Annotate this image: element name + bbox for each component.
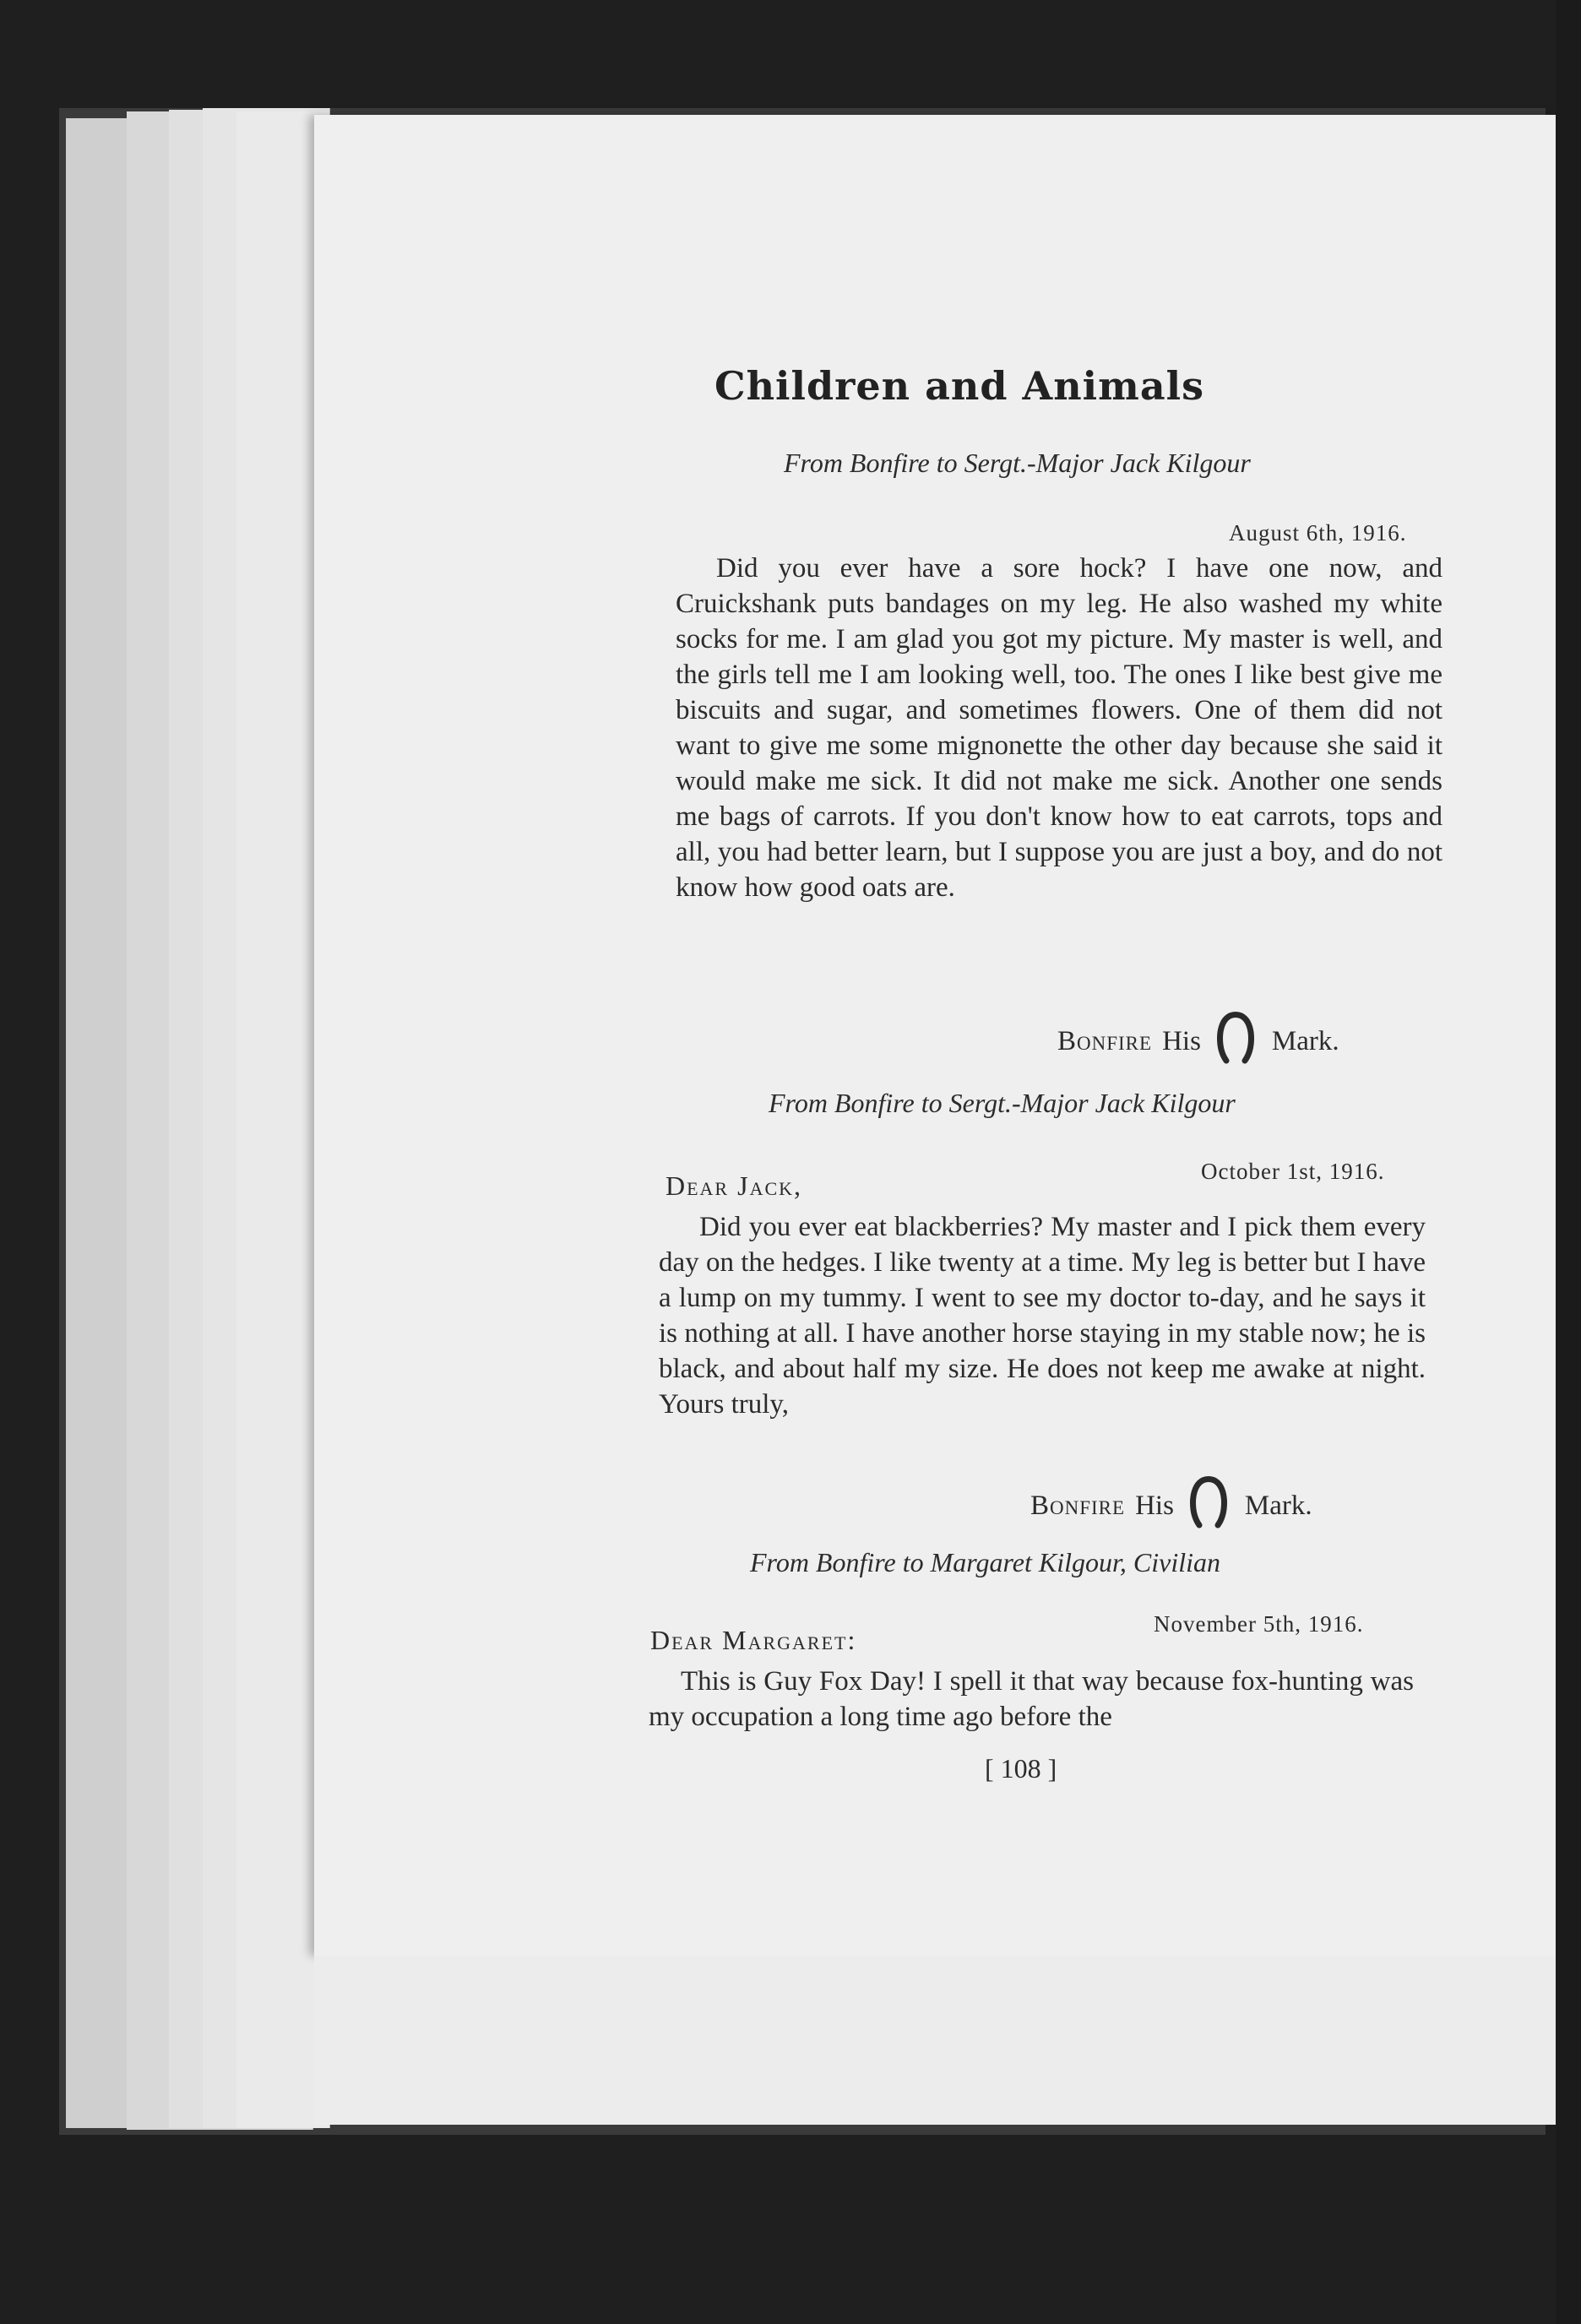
letter-from-line: From Bonfire to Margaret Kilgour, Civilian bbox=[750, 1547, 1221, 1577]
letter-signature bbox=[1057, 1012, 1339, 1072]
book-page-lower bbox=[314, 1956, 1556, 2125]
running-head: Children and Animals bbox=[714, 363, 1205, 409]
letter-from-line: From Bonfire to Sergt.-Major Jack Kilgour bbox=[769, 1088, 1236, 1118]
page-number: [ 108 ] bbox=[985, 1753, 1057, 1784]
horseshoe-icon bbox=[1189, 1476, 1228, 1536]
signature-mark: Mark. bbox=[1244, 1491, 1312, 1521]
signature-mark: Mark. bbox=[1271, 1026, 1339, 1056]
letter-body: Did you ever eat blackberries? My master and I pick them every day on the hedges. I like twenty at a time. My leg is better but I have a lump on my tummy. I went to see my doctor to-day, and he says it is nothing at all. I have another horse staying in my stable now; he is black, and about half my size. He does not keep me awake at night. Yours truly, bbox=[659, 1212, 1426, 1420]
signature-name: Bonfire bbox=[1030, 1491, 1126, 1521]
letter-from-line: From Bonfire to Sergt.-Major Jack Kilgour bbox=[784, 448, 1251, 478]
signature-name: Bonfire bbox=[1057, 1026, 1153, 1056]
background-edge bbox=[1556, 0, 1581, 2324]
signature-his: His bbox=[1162, 1026, 1201, 1056]
letter-signature bbox=[1030, 1476, 1312, 1536]
letter-salutation: Dear Jack, bbox=[666, 1170, 803, 1201]
letter-date: November 5th, 1916. bbox=[1154, 1611, 1364, 1637]
letter-date: August 6th, 1916. bbox=[1229, 520, 1407, 546]
letter-body: Did you ever have a sore hock? I have one now, and Cruickshank puts bandages on my leg. He also washed my white socks for me. I am glad you got my picture. My master is well, and the girls tell me I am looking well, too. The ones I like best give me biscuits and sugar, and sometimes flowers. One of them did not want to give me some mignonette the other day because she said it would make me sick. It did not make me sick. Another one sends me bags of carrots. If you don't know how to eat carrots, tops and all, you had better learn, but I suppose you are just a boy, and do not know how good oats are. bbox=[676, 553, 1442, 903]
signature-his: His bbox=[1135, 1491, 1174, 1521]
letter-date: October 1st, 1916. bbox=[1201, 1159, 1385, 1184]
letter-salutation: Dear Margaret: bbox=[650, 1625, 857, 1655]
horseshoe-icon bbox=[1216, 1012, 1255, 1072]
letter-body: This is Guy Fox Day! I spell it that way because fox-hunting was my occupation a long time ago before the bbox=[649, 1666, 1414, 1732]
